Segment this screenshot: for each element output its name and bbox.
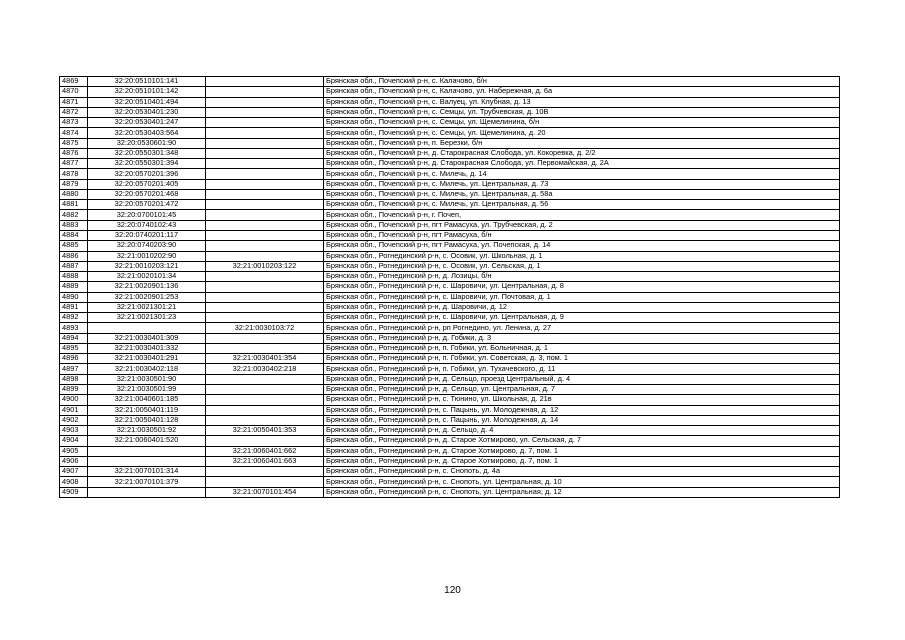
row-number-cell: 4879 [60,179,88,189]
cadastral-number-cell: 32:20:0550301:348 [88,148,206,158]
cadastral-number-2-cell [206,251,324,261]
table-row [60,107,840,117]
table-row [60,169,840,179]
row-number-cell: 4874 [60,128,88,138]
row-number-cell: 4896 [60,354,88,364]
table-row [60,251,840,261]
cadastral-number-cell: 32:20:0530401:247 [88,118,206,128]
cadastral-number-2-cell [206,302,324,312]
data-table-wrapper [59,76,839,498]
cadastral-number-cell [88,323,206,333]
row-number-cell: 4904 [60,436,88,446]
address-cell: Брянская обл., Рогнединский р-н, п. Гобики, ул. Больничная, д. 1 [324,343,840,353]
table-row [60,456,840,466]
row-number-cell: 4906 [60,456,88,466]
row-number-cell: 4895 [60,343,88,353]
cadastral-number-2-cell [206,97,324,107]
table-row [60,261,840,271]
cadastral-number-2-cell [206,272,324,282]
row-number-cell: 4894 [60,333,88,343]
cadastral-number-2-cell: 32:21:0060401:662 [206,446,324,456]
row-number-cell: 4891 [60,302,88,312]
cadastral-number-cell: 32:20:0570201:468 [88,189,206,199]
row-number-cell: 4876 [60,148,88,158]
cadastral-number-cell: 32:21:0030401:309 [88,333,206,343]
cadastral-number-2-cell [206,189,324,199]
row-number-cell: 4890 [60,292,88,302]
address-cell: Брянская обл., Почепский р-н, пгт Рамасуха, б/н [324,230,840,240]
row-number-cell: 4887 [60,261,88,271]
cadastral-number-2-cell [206,313,324,323]
row-number-cell: 4907 [60,467,88,477]
row-number-cell: 4900 [60,395,88,405]
address-cell: Брянская обл., Рогнединский р-н, с. Снопоть, ул. Центральная, д. 10 [324,477,840,487]
address-cell: Брянская обл., Почепский р-н, пгт Рамасуха, ул. Трубчевская, д. 2 [324,220,840,230]
address-cell: Брянская обл., Почепский р-н, с. Семцы, ул. Щемелинина, б/н [324,118,840,128]
cadastral-number-2-cell [206,210,324,220]
cadastral-number-2-cell [206,200,324,210]
row-number-cell: 4893 [60,323,88,333]
table-row [60,220,840,230]
cadastral-number-cell: 32:21:0020901:253 [88,292,206,302]
row-number-cell: 4877 [60,159,88,169]
address-cell: Брянская обл., Рогнединский р-н, с. Пацынь, ул. Молодежная, д. 12 [324,405,840,415]
cadastral-number-cell: 32:21:0020101:34 [88,272,206,282]
cadastral-number-2-cell [206,343,324,353]
address-cell: Брянская обл., Рогнединский р-н, с. Осовик, ул. Школьная, д. 1 [324,251,840,261]
row-number-cell: 4903 [60,426,88,436]
address-cell: Брянская обл., Рогнединский р-н, с. Шаровичи, ул. Центральная, д. 9 [324,313,840,323]
cadastral-number-cell: 32:20:0530401:230 [88,107,206,117]
cadastral-number-cell: 32:20:0570201:472 [88,200,206,210]
address-cell: Брянская обл., Рогнединский р-н, д. Сельцо, проезд Центральный, д. 4 [324,374,840,384]
cadastral-number-2-cell [206,220,324,230]
table-row [60,467,840,477]
cadastral-number-2-cell [206,128,324,138]
cadastral-number-cell: 32:21:0021301:23 [88,313,206,323]
row-number-cell: 4908 [60,477,88,487]
table-row [60,313,840,323]
table-row [60,138,840,148]
table-row [60,210,840,220]
table-row [60,159,840,169]
address-cell: Брянская обл., Рогнединский р-н, с. Шаровичи, ул. Почтовая, д. 1 [324,292,840,302]
address-cell: Брянская обл., Рогнединский р-н, с. Пацынь, ул. Молодежная, д. 14 [324,415,840,425]
address-cell: Брянская обл., Рогнединский р-н, д. Старое Хотмирово, ул. Сельская, д. 7 [324,436,840,446]
cadastral-number-cell: 32:21:0050401:128 [88,415,206,425]
row-number-cell: 4870 [60,87,88,97]
row-number-cell: 4883 [60,220,88,230]
row-number-cell: 4869 [60,77,88,87]
cadastral-number-cell: 32:21:0040601:185 [88,395,206,405]
cadastral-number-cell [88,487,206,497]
address-cell: Брянская обл., Почепский р-н, д. Старокрасная Слобода, ул. Кокоревка, д. 2/2 [324,148,840,158]
cadastral-number-cell: 32:21:0060401:520 [88,436,206,446]
table-row [60,148,840,158]
cadastral-number-cell: 32:20:0740203:90 [88,241,206,251]
table-row [60,241,840,251]
address-cell: Брянская обл., Почепский р-н, с. Милечь, ул. Центральная, д. 58а [324,189,840,199]
table-row [60,415,840,425]
cadastral-number-2-cell [206,405,324,415]
cadastral-number-cell: 32:21:0010202:90 [88,251,206,261]
row-number-cell: 4875 [60,138,88,148]
address-cell: Брянская обл., Почепский р-н, п. Березки, б/н [324,138,840,148]
address-cell: Брянская обл., Рогнединский р-н, д. Шаровичи, д. 12 [324,302,840,312]
cadastral-number-2-cell: 32:21:0030103:72 [206,323,324,333]
address-cell: Брянская обл., Почепский р-н, с. Калачово, ул. Набережная, д. 6а [324,87,840,97]
address-cell: Брянская обл., Почепский р-н, с. Калачово, б/н [324,77,840,87]
table-row [60,374,840,384]
table-row [60,426,840,436]
row-number-cell: 4892 [60,313,88,323]
cadastral-number-2-cell [206,138,324,148]
row-number-cell: 4880 [60,189,88,199]
table-row [60,384,840,394]
cadastral-number-cell: 32:20:0700101:45 [88,210,206,220]
cadastral-number-2-cell: 32:21:0030401:354 [206,354,324,364]
cadastral-number-cell: 32:21:0050401:119 [88,405,206,415]
address-cell: Брянская обл., Рогнединский р-н, с. Снопоть, ул. Центральная, д. 12 [324,487,840,497]
row-number-cell: 4889 [60,282,88,292]
cadastral-number-2-cell [206,374,324,384]
address-cell: Брянская обл., Рогнединский р-н, д. Сельцо, д. 4 [324,426,840,436]
cadastral-number-cell: 32:21:0010203:121 [88,261,206,271]
row-number-cell: 4897 [60,364,88,374]
property-table [59,76,840,498]
cadastral-number-cell: 32:20:0530601:90 [88,138,206,148]
row-number-cell: 4899 [60,384,88,394]
address-cell: Брянская обл., Почепский р-н, д. Старокрасная Слобода, ул. Первомайская, д. 2А [324,159,840,169]
table-row [60,436,840,446]
cadastral-number-2-cell [206,87,324,97]
cadastral-number-2-cell: 32:21:0030402:218 [206,364,324,374]
cadastral-number-cell: 32:21:0070101:379 [88,477,206,487]
table-row [60,282,840,292]
address-cell: Брянская обл., Рогнединский р-н, рп Рогнедино, ул. Ленина, д. 27 [324,323,840,333]
page-number: 120 [444,585,461,596]
cadastral-number-2-cell [206,230,324,240]
cadastral-number-2-cell: 32:21:0010203:122 [206,261,324,271]
table-row [60,179,840,189]
cadastral-number-2-cell [206,333,324,343]
address-cell: Брянская обл., Рогнединский р-н, д. Сельцо, ул. Центральная, д. 7 [324,384,840,394]
table-row [60,272,840,282]
table-row [60,292,840,302]
table-row [60,302,840,312]
address-cell: Брянская обл., Почепский р-н, с. Валуец, ул. Клубная, д. 13 [324,97,840,107]
address-cell: Брянская обл., Рогнединский р-н, с. Шаровичи, ул. Центральная, д. 8 [324,282,840,292]
cadastral-number-2-cell [206,148,324,158]
address-cell: Брянская обл., Рогнединский р-н, д. Лозицы, б/н [324,272,840,282]
cadastral-number-2-cell [206,169,324,179]
table-row [60,333,840,343]
cadastral-number-2-cell [206,77,324,87]
cadastral-number-cell: 32:20:0740201:117 [88,230,206,240]
cadastral-number-2-cell [206,179,324,189]
table-row [60,364,840,374]
row-number-cell: 4878 [60,169,88,179]
address-cell: Брянская обл., Рогнединский р-н, п. Гобики, ул. Тухачевского, д. 11 [324,364,840,374]
table-row [60,446,840,456]
cadastral-number-cell: 32:21:0030402:118 [88,364,206,374]
cadastral-number-cell: 32:20:0570201:396 [88,169,206,179]
table-row [60,118,840,128]
address-cell: Брянская обл., Рогнединский р-н, с. Снопоть, д. 4а [324,467,840,477]
address-cell: Брянская обл., Рогнединский р-н, с. Осовик, ул. Сельская, д. 1 [324,261,840,271]
cadastral-number-2-cell [206,292,324,302]
table-row [60,189,840,199]
address-cell: Брянская обл., Почепский р-н, г. Почеп, [324,210,840,220]
cadastral-number-2-cell: 32:21:0060401:663 [206,456,324,466]
row-number-cell: 4881 [60,200,88,210]
cadastral-number-2-cell [206,436,324,446]
cadastral-number-cell: 32:20:0550301:394 [88,159,206,169]
cadastral-number-2-cell: 32:21:0070101:454 [206,487,324,497]
table-row [60,343,840,353]
cadastral-number-cell [88,456,206,466]
address-cell: Брянская обл., Почепский р-н, с. Семцы, ул. Щемелинина, д. 20 [324,128,840,138]
row-number-cell: 4871 [60,97,88,107]
row-number-cell: 4901 [60,405,88,415]
row-number-cell: 4885 [60,241,88,251]
address-cell: Брянская обл., Почепский р-н, с. Милечь, ул. Центральная, д. 73 [324,179,840,189]
row-number-cell: 4888 [60,272,88,282]
address-cell: Брянская обл., Почепский р-н, пгт Рамасуха, ул. Почепская, д. 14 [324,241,840,251]
row-number-cell: 4886 [60,251,88,261]
cadastral-number-2-cell [206,107,324,117]
cadastral-number-2-cell [206,384,324,394]
cadastral-number-2-cell [206,395,324,405]
table-row [60,87,840,97]
table-row [60,128,840,138]
cadastral-number-cell: 32:20:0510401:494 [88,97,206,107]
address-cell: Брянская обл., Почепский р-н, с. Милечь, д. 14 [324,169,840,179]
cadastral-number-cell: 32:21:0030501:99 [88,384,206,394]
cadastral-number-cell: 32:21:0070101:314 [88,467,206,477]
cadastral-number-2-cell [206,477,324,487]
table-row [60,395,840,405]
address-cell: Брянская обл., Рогнединский р-н, д. Гобики, д. 3 [324,333,840,343]
table-row [60,477,840,487]
table-row [60,487,840,497]
cadastral-number-2-cell [206,241,324,251]
address-cell: Брянская обл., Рогнединский р-н, д. Старое Хотмирово, д. 7, пом. 1 [324,456,840,466]
cadastral-number-2-cell [206,282,324,292]
cadastral-number-cell [88,446,206,456]
row-number-cell: 4872 [60,107,88,117]
cadastral-number-cell: 32:20:0530403:564 [88,128,206,138]
cadastral-number-cell: 32:21:0020901:136 [88,282,206,292]
address-cell: Брянская обл., Рогнединский р-н, п. Гобики, ул. Советская, д. 3, пом. 1 [324,354,840,364]
cadastral-number-cell: 32:21:0030501:90 [88,374,206,384]
cadastral-number-cell: 32:21:0030401:332 [88,343,206,353]
row-number-cell: 4873 [60,118,88,128]
cadastral-number-2-cell [206,159,324,169]
row-number-cell: 4909 [60,487,88,497]
row-number-cell: 4884 [60,230,88,240]
row-number-cell: 4905 [60,446,88,456]
row-number-cell: 4898 [60,374,88,384]
table-row [60,405,840,415]
address-cell: Брянская обл., Рогнединский р-н, д. Старое Хотмирово, д. 7, пом. 1 [324,446,840,456]
address-cell: Брянская обл., Почепский р-н, с. Семцы, ул. Трубчевская, д. 10В [324,107,840,117]
address-cell: Брянская обл., Рогнединский р-н, с. Тюнино, ул. Школьная, д. 21в [324,395,840,405]
table-row [60,354,840,364]
cadastral-number-cell: 32:20:0510101:141 [88,77,206,87]
cadastral-number-cell: 32:21:0021301:21 [88,302,206,312]
cadastral-number-cell: 32:21:0030501:92 [88,426,206,436]
table-row [60,97,840,107]
cadastral-number-cell: 32:20:0570201:405 [88,179,206,189]
cadastral-number-2-cell [206,118,324,128]
table-row [60,230,840,240]
cadastral-number-2-cell [206,415,324,425]
table-row [60,200,840,210]
table-body [60,77,840,498]
cadastral-number-cell: 32:21:0030401:291 [88,354,206,364]
row-number-cell: 4902 [60,415,88,425]
cadastral-number-cell: 32:20:0740102:43 [88,220,206,230]
cadastral-number-cell: 32:20:0510101:142 [88,87,206,97]
cadastral-number-2-cell [206,467,324,477]
row-number-cell: 4882 [60,210,88,220]
address-cell: Брянская обл., Почепский р-н, с. Милечь, ул. Центральная, д. 56 [324,200,840,210]
cadastral-number-2-cell: 32:21:0050401:353 [206,426,324,436]
table-row [60,323,840,333]
table-row [60,77,840,87]
